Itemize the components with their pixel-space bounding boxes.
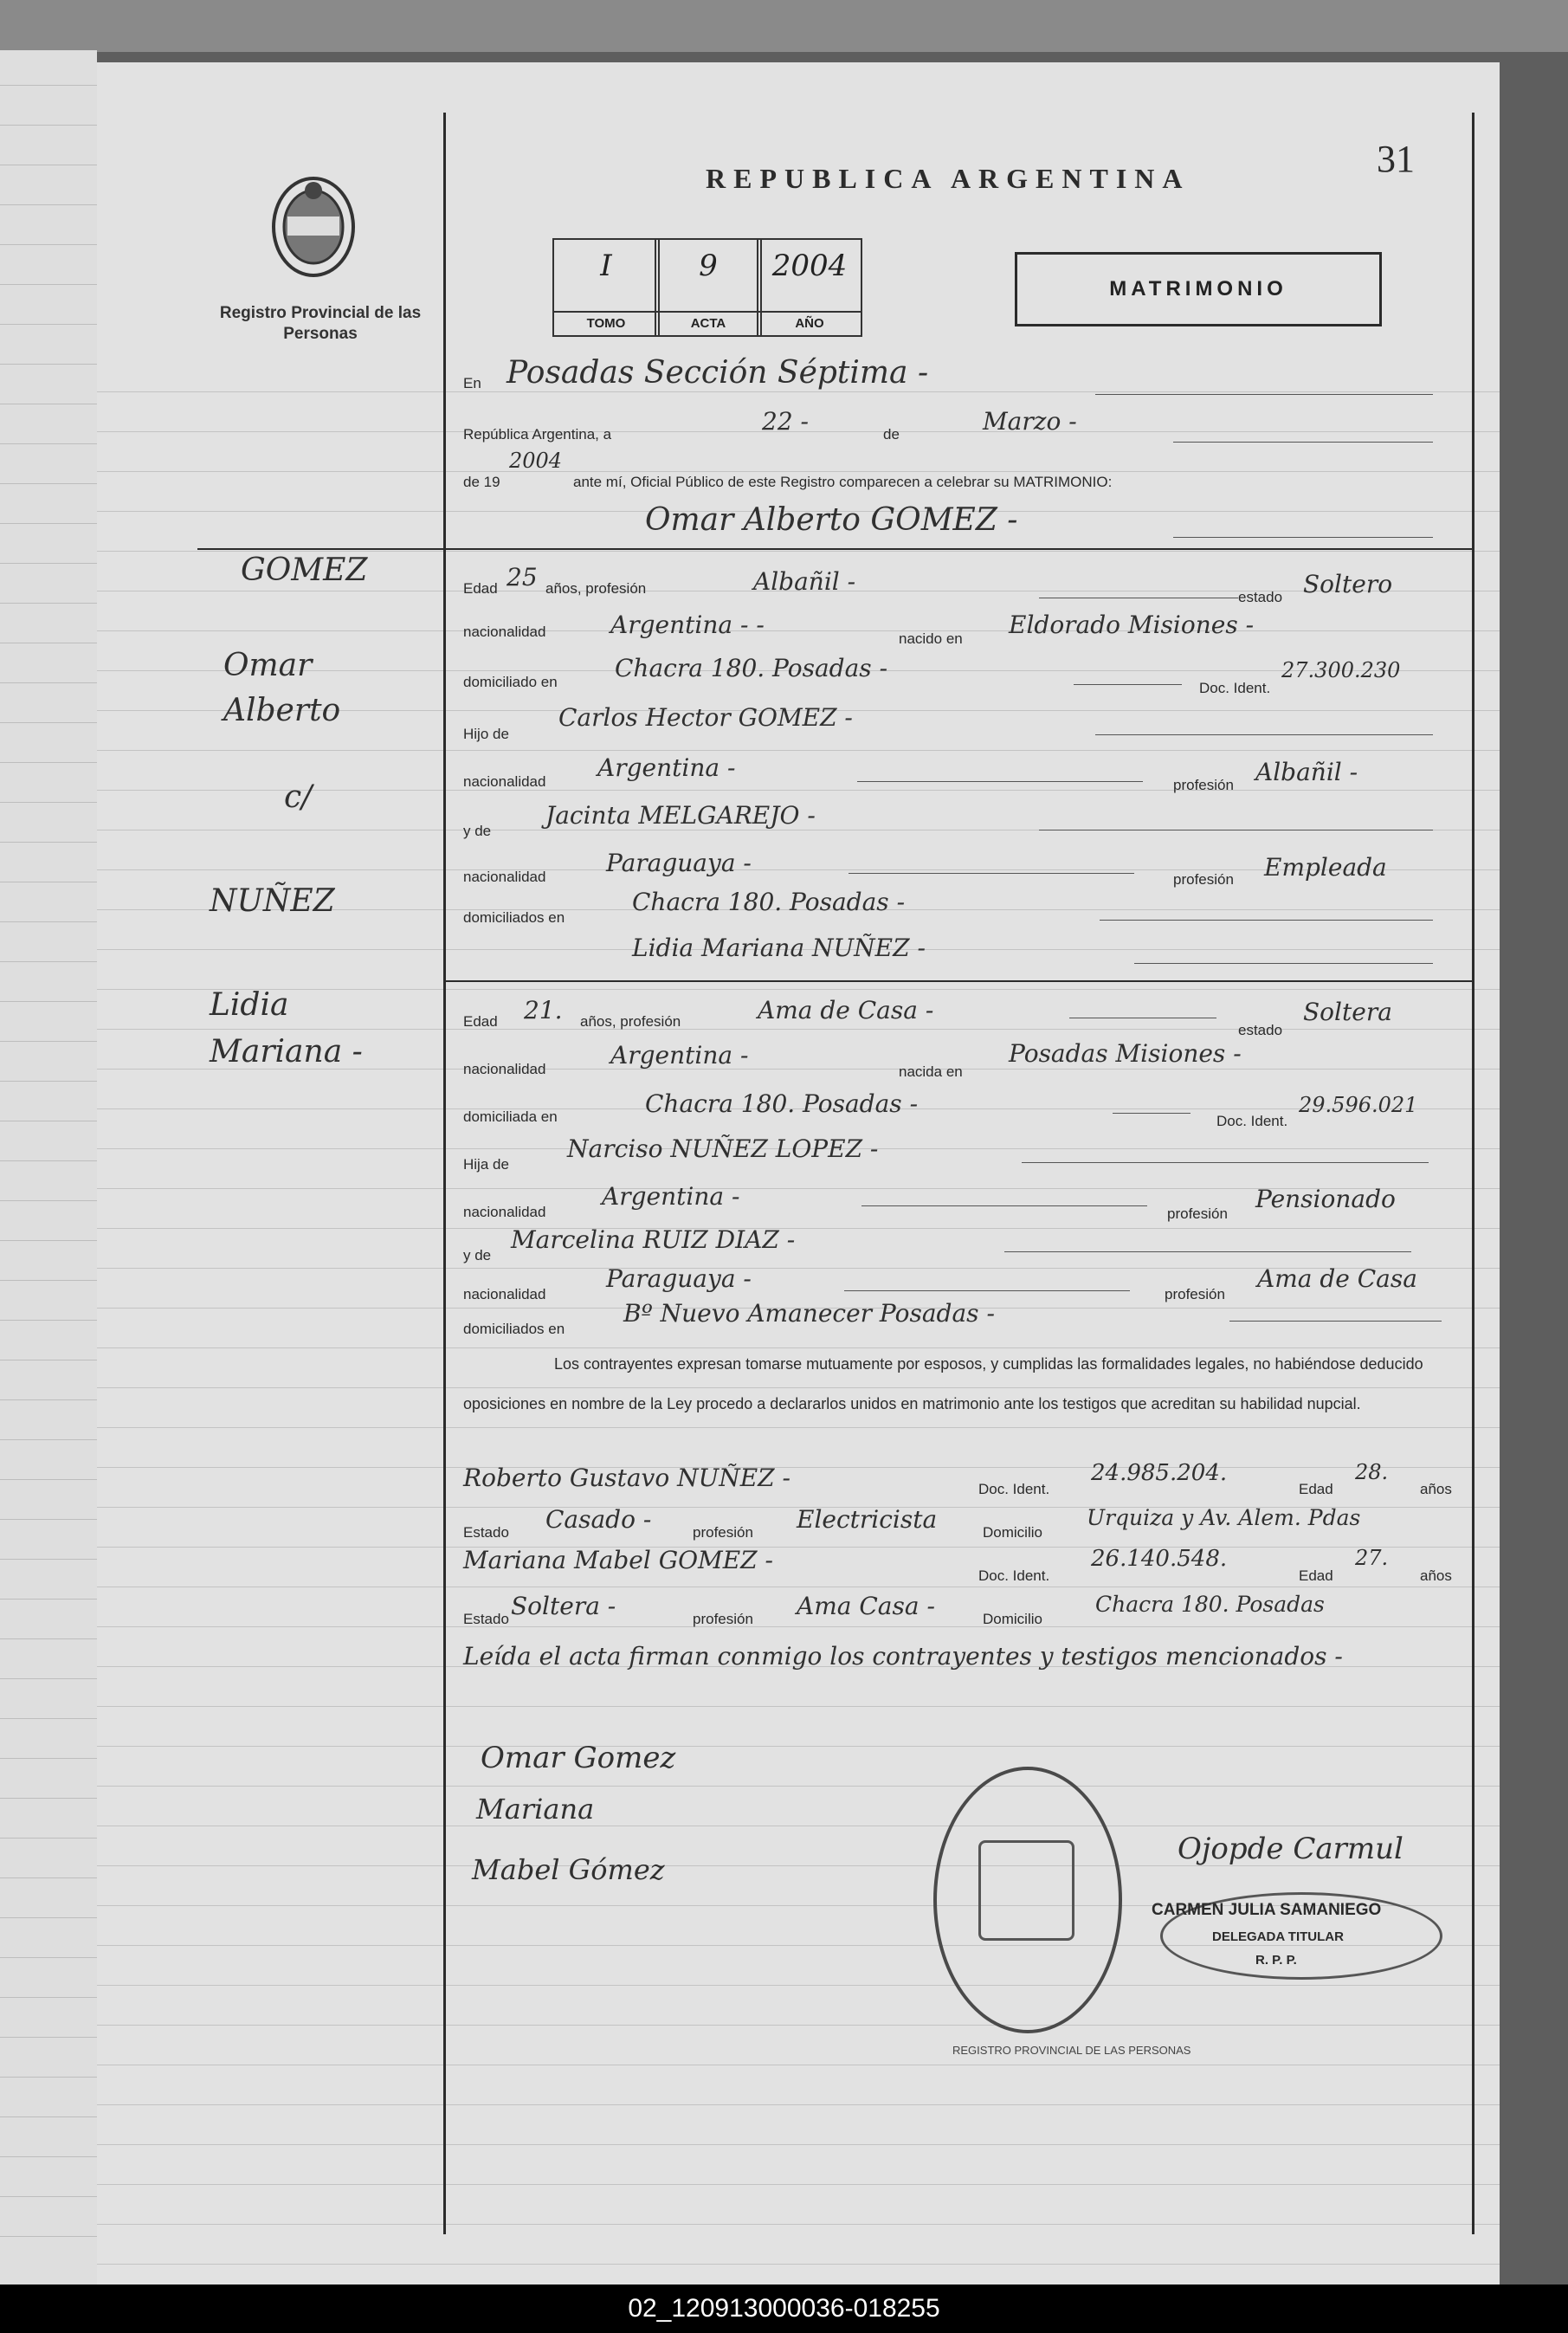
fill-line [1100,920,1433,921]
groom-profesion: Albañil - [753,567,856,596]
bride-mother-profesion: Ama de Casa [1257,1264,1417,1293]
label-anios: años [1420,1567,1452,1584]
acta-value: 9 [699,249,718,283]
bride-mother: Marcelina RUIZ DIAZ - [511,1225,796,1254]
month: Marzo - [983,407,1077,436]
registry-label: Registro Provincial de las Personas [219,304,422,343]
acta-box [655,238,762,337]
bride-nacionalidad: Argentina - [610,1041,749,1070]
ruled-line [97,1029,1500,1030]
witness2-profesion: Ama Casa - [797,1592,935,1620]
margin-bride-surname: NUÑEZ [210,883,335,919]
label-edad: Edad [1299,1567,1333,1584]
label-profesion: profesión [1165,1286,1225,1302]
ruled-line [0,1399,97,1400]
label-domicilio: Domicilio [983,1524,1042,1541]
fill-line [1004,1251,1411,1252]
margin-given-2: Alberto [223,693,341,728]
fill-line [849,873,1134,874]
label-estado: Estado [463,1611,509,1627]
ruled-line [97,630,1500,631]
ruled-line [0,722,97,723]
groom-parents-domicilio: Chacra 180. Posadas - [632,888,906,916]
label-profesion: años, profesión [545,580,647,597]
ruled-line [97,1985,1500,1986]
ruled-line [0,1081,97,1082]
ruled-line [97,1427,1500,1428]
country-title: REPUBLICA ARGENTINA [706,163,1191,194]
witness1-domicilio: Urquiza y Av. Alem. Pdas [1087,1505,1361,1530]
label-doc: Doc. Ident. [978,1481,1050,1497]
bride-mother-nacionalidad: Paraguaya - [606,1264,752,1293]
ruled-line [97,1786,1500,1787]
tomo-label: TOMO [554,311,658,335]
label-republica: República Argentina, a [463,426,612,443]
anio-label: AÑO [758,311,861,335]
ruled-line [0,204,97,205]
label-edad: Edad [463,580,498,597]
bride-doc: 29.596.021 [1299,1093,1418,1117]
fill-line [1095,394,1433,395]
ruled-line [97,2104,1500,2105]
label-nacionalidad: nacionalidad [463,1061,546,1077]
ruled-line [0,1200,97,1201]
tomo-value: I [600,249,612,283]
ruled-line [0,1957,97,1958]
ruled-line [97,551,1500,552]
footer-id: 02_120913000036-018255 [0,2285,1568,2333]
label-nacido: nacido en [899,630,963,647]
signature-witness-2: Mabel Gómez [472,1853,665,1886]
fill-line [857,781,1143,782]
fill-line [1095,734,1433,735]
margin-separator [443,113,446,2234]
label-yde: y de [463,1247,492,1263]
witness1-estado: Casado - [545,1505,652,1534]
label-estado: Estado [463,1524,509,1541]
witness1-name: Roberto Gustavo NUÑEZ - [463,1464,790,1492]
ruled-line [97,1547,1500,1548]
ruled-line [0,284,97,285]
label-hijo: Hijo de [463,726,509,742]
ruled-line [0,1798,97,1799]
bride-estado: Soltera [1303,998,1392,1026]
ruled-line [0,1838,97,1839]
ruled-line [0,2196,97,2197]
section-rule-top [197,548,1474,550]
ruled-line [0,1877,97,1878]
label-anios: años [1420,1481,1452,1497]
groom-father: Carlos Hector GOMEZ - [558,703,853,732]
bride-profesion: Ama de Casa - [758,996,934,1024]
label-profesion: profesión [1173,871,1234,888]
label-profesion: profesión [1167,1205,1228,1222]
ruled-line [0,842,97,843]
signature-groom: Omar Gomez [481,1741,676,1775]
ruled-line [0,1439,97,1440]
ruled-line [0,2077,97,2078]
place: Posadas Sección Séptima - [507,355,929,391]
right-border [1472,113,1474,2234]
fill-line [844,1290,1130,1291]
groom-mother-nacionalidad: Paraguaya - [606,849,752,877]
ruled-line [0,1280,97,1281]
label-domiciliados: domiciliados en [463,909,565,926]
label-estado: estado [1238,589,1283,605]
groom-estado: Soltero [1303,570,1393,598]
declaration-text: Los contrayentes expresan tomarse mutuamente por esposos, y cumplidas las formalidades legales, no habiéndose deducido oposiciones en nombre de la Ley procedo a declararlos unidos en matrimonio ante los testigos que acreditan su habilidad nupcial. [463,1355,1423,1412]
label-domicilio: domiciliada en [463,1108,558,1125]
ruled-line [97,1706,1500,1707]
ruled-line [0,1519,97,1520]
label-yde: y de [463,823,492,839]
groom-mother: Jacinta MELGAREJO - [545,801,816,830]
ruled-line [0,2037,97,2038]
witness2-doc: 26.140.548. [1091,1546,1228,1572]
ruled-line [0,1479,97,1480]
bride-nacida: Posadas Misiones - [1009,1039,1242,1068]
official-role: DELEGADA TITULAR [1212,1929,1344,1944]
ruled-line [97,2264,1500,2265]
groom-domicilio: Chacra 180. Posadas - [615,654,888,682]
ruled-line [0,1041,97,1042]
ruled-line [0,1001,97,1002]
label-doc: Doc. Ident. [1216,1113,1288,1129]
witness1-profesion: Electricista [797,1505,938,1534]
seal-emblem-icon [978,1840,1074,1941]
ruled-line [97,391,1500,392]
ruled-line [0,523,97,524]
groom-edad: 25 [507,563,538,591]
background-top [0,0,1568,52]
closing-text: Leída el acta firman conmigo los contrayentes y testigos mencionados - [463,1642,1343,1671]
ruled-line [97,1626,1500,1627]
ruled-line [97,2144,1500,2145]
label-de: de [883,426,900,443]
ruled-line [0,1678,97,1679]
ruled-line [0,1638,97,1639]
ruled-line [0,1240,97,1241]
ruled-line [0,443,97,444]
anio-value: 2004 [771,249,848,283]
ruled-line [0,244,97,245]
ruled-line [0,961,97,962]
label-profesion: años, profesión [580,1013,681,1030]
groom-name: Omar Alberto GOMEZ - [645,502,1018,538]
label-nacionalidad: nacionalidad [463,773,546,790]
fill-line [1022,1162,1429,1163]
document-type-box: MATRIMONIO [1015,252,1382,326]
ruled-line [0,563,97,564]
label-en: En [463,375,481,391]
day: 22 - [762,407,809,436]
ruled-line [97,989,1500,990]
ruled-line [0,2156,97,2157]
label-edad: Edad [1299,1481,1333,1497]
bride-father: Narciso NUÑEZ LOPEZ - [567,1134,879,1163]
ruled-line [97,2025,1500,2026]
groom-mother-profesion: Empleada [1264,853,1387,882]
section-rule-bride [445,980,1474,982]
groom-nacionalidad: Argentina - - [610,611,765,639]
ruled-line [0,125,97,126]
fill-line [1173,537,1433,538]
ruled-line [0,1758,97,1759]
label-nacionalidad: nacionalidad [463,624,546,640]
facing-page [0,50,97,2285]
fill-line [861,1205,1147,1206]
page-number: 31 [1377,138,1415,180]
bride-domicilio: Chacra 180. Posadas - [645,1089,919,1118]
bride-name: Lidia Mariana NUÑEZ - [632,934,926,962]
ruled-line [97,750,1500,751]
label-edad: Edad [463,1013,498,1030]
official-office: R. P. P. [1255,1953,1297,1968]
ruled-line [0,2236,97,2237]
label-nacionalidad: nacionalidad [463,1204,546,1220]
ruled-line [97,1228,1500,1229]
fill-line [1134,963,1433,964]
label-doc: Doc. Ident. [978,1567,1050,1584]
ruled-line [97,1467,1500,1468]
witness2-edad: 27. [1355,1546,1389,1570]
label-nacionalidad: nacionalidad [463,869,546,885]
bride-parents-domicilio: Bº Nuevo Amanecer Posadas - [623,1299,995,1328]
groom-nacido: Eldorado Misiones - [1009,611,1255,639]
ruled-line [0,762,97,763]
fill-line [1173,442,1433,443]
label-doc: Doc. Ident. [1199,680,1271,696]
appearance-statement: ante mí, Oficial Público de este Registro comparecen a celebrar su MATRIMONIO: [573,474,1113,490]
ruled-line [0,483,97,484]
groom-father-nacionalidad: Argentina - [597,753,736,782]
margin-bride-given-1: Lidia [210,987,289,1023]
margin-given-1: Omar [223,648,313,683]
ruled-line [97,1746,1500,1747]
fill-line [1113,1113,1191,1114]
label-estado: estado [1238,1022,1283,1038]
label-profesion: profesión [693,1611,753,1627]
label-nacida: nacida en [899,1063,963,1080]
witness2-domicilio: Chacra 180. Posadas [1095,1592,1325,1617]
ruled-line [0,603,97,604]
margin-bride-given-2: Mariana - [210,1034,363,1070]
official-name: CARMEN JULIA SAMANIEGO [1152,1901,1382,1919]
label-hija: Hija de [463,1156,509,1173]
ruled-line [0,85,97,86]
fill-line [1074,684,1182,685]
signature-witness: Mariana [476,1793,595,1826]
margin-surname: GOMEZ [241,553,368,588]
groom-doc: 27.300.230 [1281,658,1401,682]
ruled-line [97,2224,1500,2225]
acta-label: ACTA [656,311,760,335]
witness2-name: Mariana Mabel GOMEZ - [463,1546,773,1574]
ruled-line [0,1320,97,1321]
ruled-line [0,1997,97,1998]
witness2-estado: Soltera - [511,1592,616,1620]
label-domicilio: domiciliado en [463,674,558,690]
ruled-line [97,471,1500,472]
label-profesion: profesión [693,1524,753,1541]
ruled-line [0,802,97,803]
coat-of-arms-icon [261,165,365,286]
label-domicilio: Domicilio [983,1611,1042,1627]
margin-con: c/ [284,779,313,815]
ruled-line [0,921,97,922]
tomo-box [552,238,660,337]
year: 2004 [509,449,563,473]
witness1-doc: 24.985.204. [1091,1460,1228,1486]
anio-box [757,238,862,337]
ruled-line [0,682,97,683]
witness1-edad: 28. [1355,1460,1389,1484]
ruled-line [97,2184,1500,2185]
bride-edad: 21. [524,996,563,1024]
ruled-line [0,324,97,325]
ruled-line [0,364,97,365]
ruled-line [0,1718,97,1719]
label-profesion: profesión [1173,777,1234,793]
bride-father-nacionalidad: Argentina - [602,1182,740,1211]
ruled-line [0,1160,97,1161]
fill-line [1229,1321,1442,1322]
groom-father-profesion: Albañil - [1255,758,1358,786]
bride-father-profesion: Pensionado [1255,1185,1396,1213]
ruled-line [0,1559,97,1560]
official-signature: Ojopde Carmul [1178,1832,1403,1866]
label-domiciliados: domiciliados en [463,1321,565,1337]
ruled-line [0,1917,97,1918]
label-nacionalidad: nacionalidad [463,1286,546,1302]
seal-text: REGISTRO PROVINCIAL DE LAS PERSONAS [952,2044,1191,2057]
label-de19: de 19 [463,474,500,490]
